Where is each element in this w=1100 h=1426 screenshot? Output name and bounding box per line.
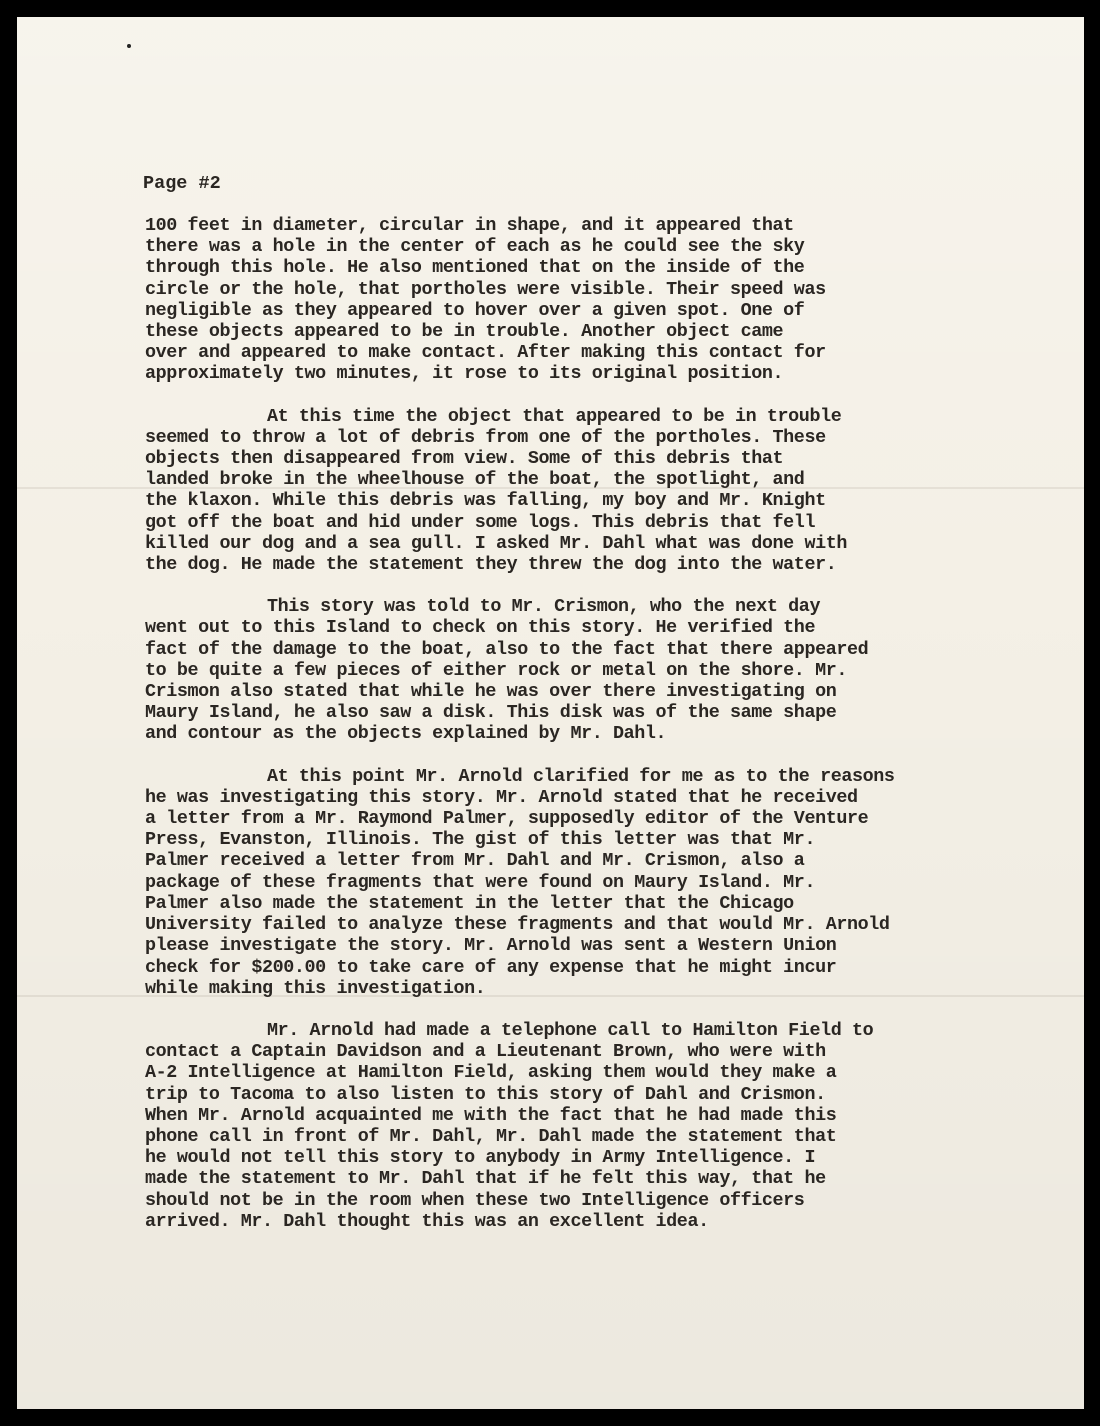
text-line: phone call in front of Mr. Dahl, Mr. Dahl made the statement that: [145, 1125, 837, 1147]
text-line: please investigate the story. Mr. Arnold was sent a Western Union: [145, 935, 837, 957]
text-line: the dog. He made the statement they threw the dog into the water.: [145, 554, 837, 576]
text-line: over and appeared to make contact. After making this contact for: [145, 342, 826, 364]
text-line: Mr. Arnold had made a telephone call to Hamilton Field to: [267, 1019, 874, 1041]
text-line: circle or the hole, that portholes were visible. Their speed was: [145, 278, 826, 300]
text-line: 100 feet in diameter, circular in shape, and it appeared that: [145, 215, 794, 236]
text-line: approximately two minutes, it rose to its original position.: [145, 363, 784, 385]
text-line: trip to Tacoma to also listen to this story of Dahl and Crismon.: [145, 1083, 826, 1105]
text-line: went out to this Island to check on this story. He verified the: [145, 617, 816, 639]
paragraph: [145, 596, 1045, 744]
text-line: This story was told to Mr. Crismon, who the next day: [267, 596, 821, 618]
text-line: When Mr. Arnold acquainted me with the fact that he had made this: [145, 1104, 837, 1126]
paragraph: [145, 766, 1045, 999]
text-line: Press, Evanston, Illinois. The gist of this letter was that Mr.: [145, 829, 816, 851]
ink-speck: [127, 44, 131, 48]
text-line: he was investigating this story. Mr. Arnold stated that he received: [145, 786, 858, 808]
text-line: package of these fragments that were found on Maury Island. Mr.: [145, 871, 816, 893]
text-line: Palmer also made the statement in the letter that the Chicago: [145, 892, 794, 914]
text-line: Maury Island, he also saw a disk. This disk was of the same shape: [145, 702, 837, 724]
text-line: there was a hole in the center of each as he could see the sky: [145, 236, 805, 258]
text-line: landed broke in the wheelhouse of the boat, the spotlight, and: [145, 469, 805, 491]
text-line: At this point Mr. Arnold clarified for me as to the reasons: [267, 765, 895, 787]
text-line: he would not tell this story to anybody in Army Intelligence. I: [145, 1147, 816, 1169]
text-line: Crismon also stated that while he was over there investigating on: [145, 681, 837, 703]
document-page: [17, 17, 1084, 1409]
page-number-label: Page #2: [143, 173, 221, 194]
paragraph: [145, 1020, 1045, 1232]
text-line: seemed to throw a lot of debris from one of the portholes. These: [145, 426, 826, 448]
text-line: A-2 Intelligence at Hamilton Field, asking them would they make a: [145, 1062, 837, 1084]
text-line: negligible as they appeared to hover over a given spot. One of: [145, 299, 805, 321]
text-line: got off the boat and hid under some logs. This debris that fell: [145, 511, 816, 533]
text-line: should not be in the room when these two Intelligence officers: [145, 1189, 805, 1211]
text-line: made the statement to Mr. Dahl that if he felt this way, that he: [145, 1168, 826, 1190]
text-line: the klaxon. While this debris was falling, my boy and Mr. Knight: [145, 490, 826, 512]
text-line: check for $200.00 to take care of any expense that he might incur: [145, 956, 837, 978]
text-line: through this hole. He also mentioned that on the inside of the: [145, 257, 805, 279]
text-line: At this time the object that appeared to be in trouble: [267, 405, 842, 427]
text-line: Palmer received a letter from Mr. Dahl and Mr. Crismon, also a: [145, 850, 805, 872]
text-line: objects then disappeared from view. Some of this debris that: [145, 448, 784, 470]
paragraph: [145, 215, 1045, 385]
text-line: contact a Captain Davidson and a Lieutenant Brown, who were with: [145, 1041, 826, 1063]
text-line: a letter from a Mr. Raymond Palmer, supposedly editor of the Venture: [145, 808, 869, 830]
text-line: arrived. Mr. Dahl thought this was an excellent idea.: [145, 1210, 709, 1232]
text-line: University failed to analyze these fragments and that would Mr. Arnold: [145, 914, 890, 936]
text-line: to be quite a few pieces of either rock or metal on the shore. Mr.: [145, 659, 847, 681]
document-body: [145, 215, 1045, 1253]
text-line: killed our dog and a sea gull. I asked Mr. Dahl what was done with: [145, 532, 847, 554]
text-line: and contour as the objects explained by Mr. Dahl.: [145, 723, 667, 745]
text-line: fact of the damage to the boat, also to the fact that there appeared: [145, 638, 869, 660]
text-line: while making this investigation.: [145, 977, 486, 999]
text-line: these objects appeared to be in trouble. Another object came: [145, 321, 784, 343]
paragraph: [145, 406, 1045, 576]
